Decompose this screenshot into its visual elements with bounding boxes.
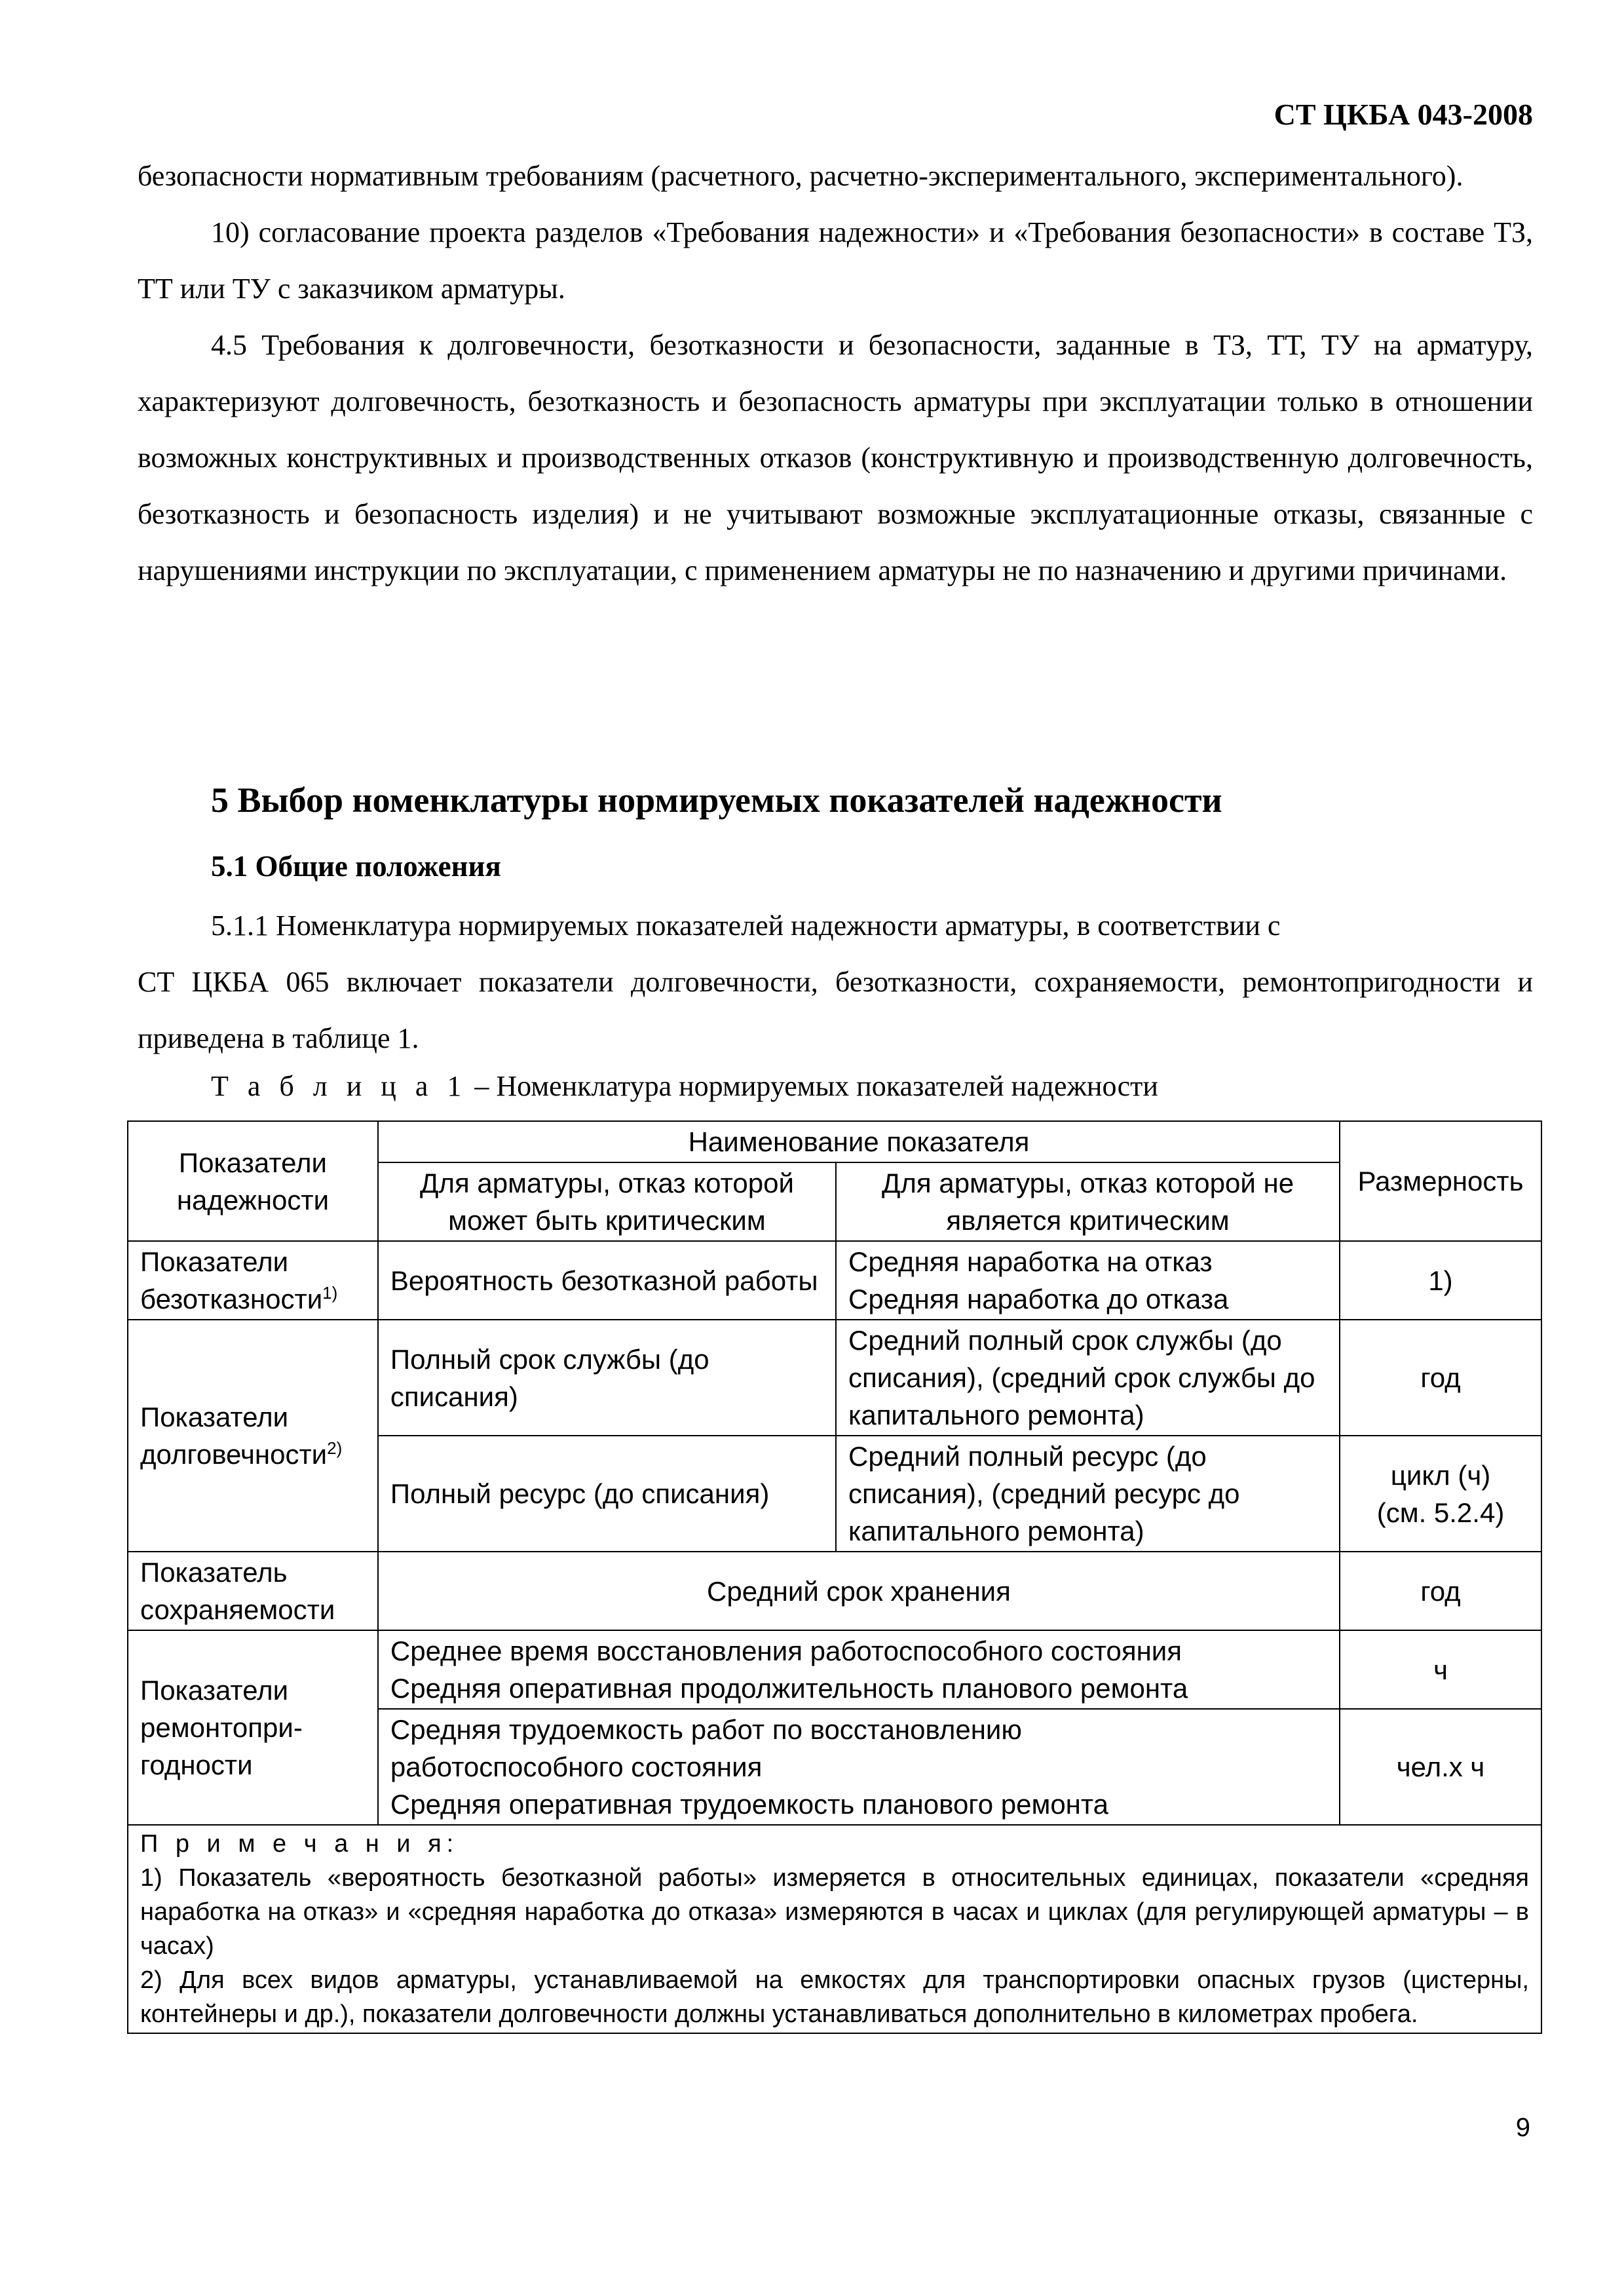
table-row-storability [128,1552,1541,1630]
note-1: 1) Показатель «вероятность безотказной работы» измеряется в относительных единицах, показатели «средняя наработка на отказ» и «средняя наработка до отказа» измеряются в часах и циклах (для регулирующей арматуры – в часах) [140,1864,1529,1960]
row-label-reliability: Показатели безотказности$^{1)}$ [128,1241,378,1320]
table-row-reliability [128,1241,1541,1320]
paragraph-continuation: безопасности нормативным требованиям (расчетного, расчетно-экспериментального, экспериментального). [138,160,1463,192]
footnote-ref: 2) [327,1438,343,1458]
cell-dimension: 1) [1340,1241,1541,1320]
table-row-durability-a [128,1320,1541,1436]
cell-critical: Полный срок службы (до списания) [378,1320,836,1436]
cell-dimension: год [1340,1320,1541,1436]
body-text-block-511 [138,898,1533,1067]
row-label-durability: Показатели долговечности$^{2)}$ [128,1320,378,1552]
header-non-critical: Для арматуры, отказ которой не является критическим [836,1162,1340,1241]
paragraph-4-5: 4.5 Требования к долговечности, безотказности и безопасности, заданные в ТЗ, ТТ, ТУ на арматуру, характеризуют долговечность, безотказность и безопасность арматуры при эксплуатации только в отношении возможных конструктивных и производственных отказов (конструктивную и производственную долговечность, безотказность и безопасность изделия) и не учитывают возможные эксплуатационные отказы, связанные с нарушениями инструкции по эксплуатации, с применением арматуры не по назначению и другими причинами. [138,329,1533,586]
table-notes [128,1825,1541,2033]
paragraph-item-10: 10) согласование проекта разделов «Требования надежности» и «Требования безопасности» в составе ТЗ, ТТ или ТУ с заказчиком арматуры. [138,216,1533,305]
table-caption-prefix: Т а б л и ц а 1 [211,1070,468,1102]
reliability-indicators-table [127,1120,1542,2034]
header-indicators: Показатели надежности [128,1121,378,1241]
page-number: 9 [1515,2113,1530,2142]
cell-non-critical: Средний полный срок службы (до списания), (средний срок службы до капитального ремонта) [836,1320,1340,1436]
body-text-block-top [138,148,1533,599]
header-dimension: Размерность [1340,1121,1541,1241]
header-critical: Для арматуры, отказ которой может быть критическим [378,1162,836,1241]
cell-dimension: ч [1340,1630,1541,1709]
cell-critical: Вероятность безотказной работы [378,1241,836,1320]
notes-title: П р и м е ч а н и я: [140,1830,459,1858]
section-title: 5 Выбор номенклатуры нормируемых показателей надежности [211,780,1222,820]
paragraph-5-1-1-rest: СТ ЦКБА 065 включает показатели долговечности, безотказности, сохраняемости, ремонтопригодности и приведена в таблице 1. [138,966,1533,1054]
cell-dimension: чел.х ч [1340,1709,1541,1825]
cell-dimension: цикл (ч) (см. 5.2.4) [1340,1436,1541,1552]
cell-non-critical: Средняя наработка на отказ Средняя наработка до отказа [836,1241,1340,1320]
note-2: 2) Для всех видов арматуры, устанавливаемой на емкостях для транспортировки опасных грузов (цистерны, контейнеры и др.), показатели долговечности должны устанавливаться дополнительно в километрах пробега. [140,1966,1529,2028]
table-notes-row [128,1825,1541,2033]
cell-maintainability-time: Среднее время восстановления работоспособного состояния Средняя оперативная продолжительность планового ремонта [378,1630,1340,1709]
table-caption-text: – Номенклатура нормируемых показателей надежности [467,1070,1158,1102]
footnote-ref: 1) [322,1283,338,1303]
cell-non-critical: Средний полный ресурс (до списания), (средний ресурс до капитального ремонта) [836,1436,1340,1552]
table-row-maintainability-a [128,1630,1541,1709]
cell-dimension: год [1340,1552,1541,1630]
table-header-row-1 [128,1121,1541,1162]
row-label-maintainability: Показатели ремонтопри- годности [128,1630,378,1825]
cell-critical: Полный ресурс (до списания) [378,1436,836,1552]
paragraph-5-1-1-line1: 5.1.1 Номенклатура нормируемых показателей надежности арматуры, в соответствии с [211,909,1281,942]
document-code-header: СТ ЦКБА 043-2008 [1274,98,1533,131]
cell-maintainability-labor: Средняя трудоемкость работ по восстановлению работоспособного состояния Средняя оперативная трудоемкость планового ремонта [378,1709,1340,1825]
row-label-storability: Показатель сохраняемости [128,1552,378,1630]
table-caption [211,1069,1158,1103]
cell-storability-value: Средний срок хранения [378,1552,1340,1630]
header-indicator-name-group: Наименование показателя [378,1121,1340,1162]
subsection-title: 5.1 Общие положения [211,850,501,883]
